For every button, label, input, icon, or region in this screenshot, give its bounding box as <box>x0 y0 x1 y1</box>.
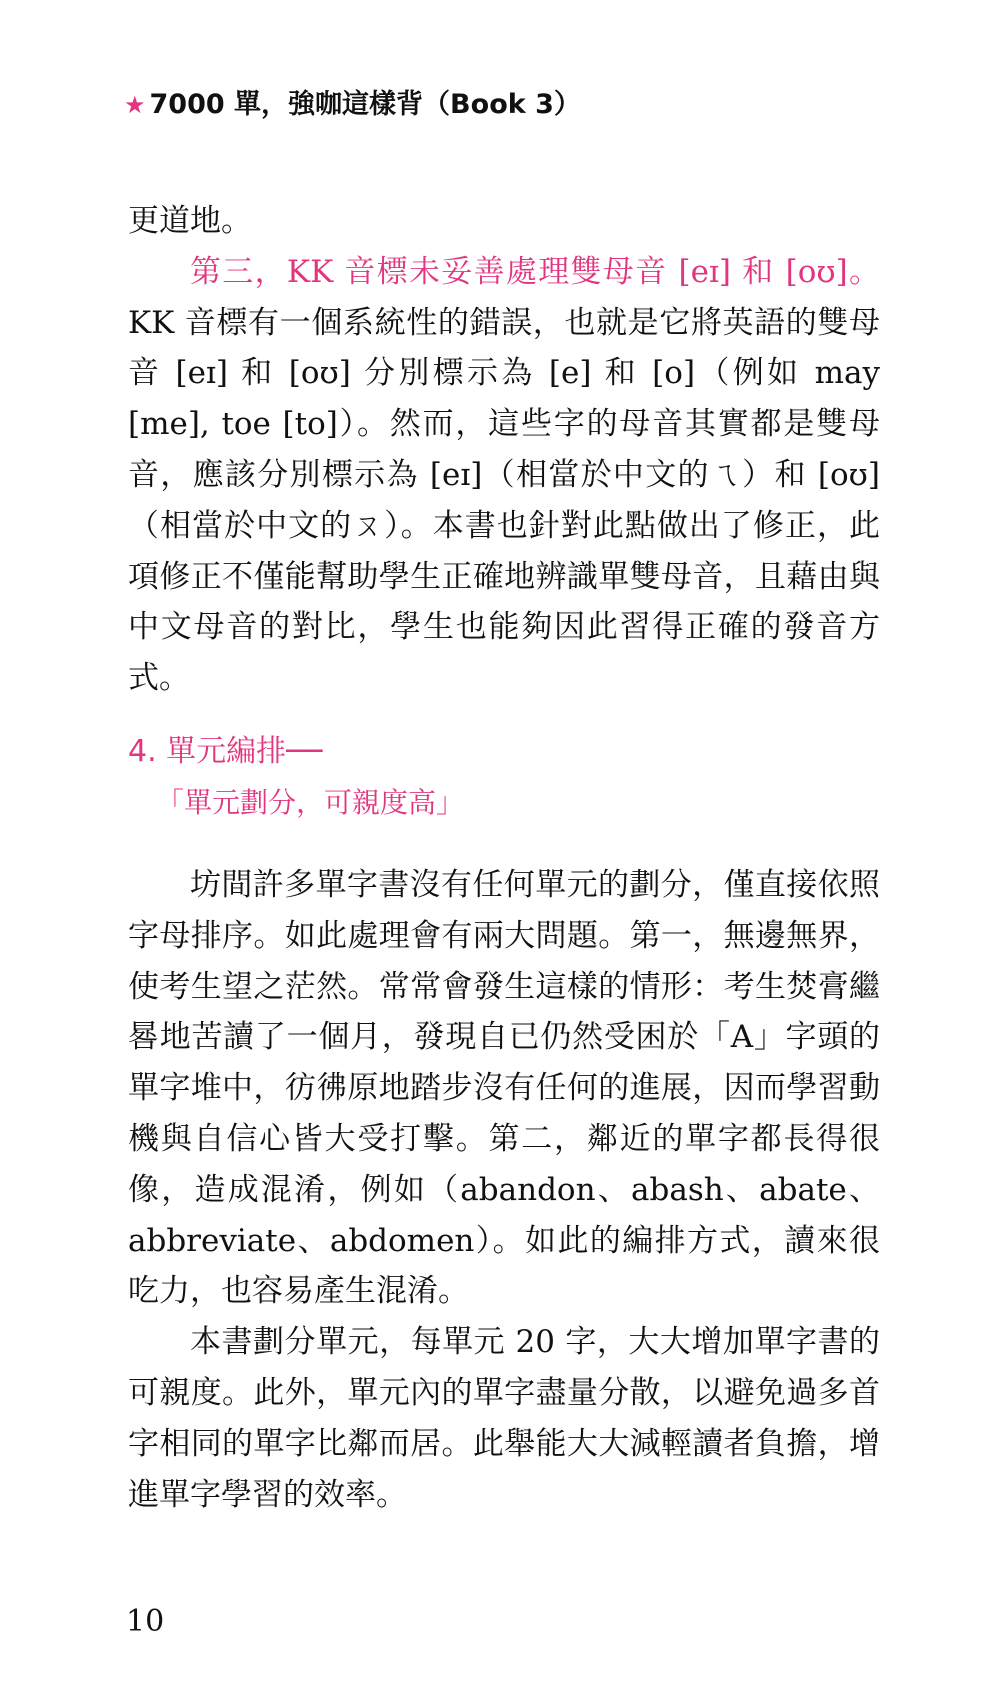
section-subheading: 「單元劃分，可親度高」 <box>156 786 465 819</box>
paragraph-unit-problems: 坊間許多單字書沒有任何單元的劃分，僅直接依照字母排序。如此處理會有兩大問題。第一，無邊無界，使考生望之茫然。常常會發生這樣的情形：考生焚膏繼晷地苦讀了一個月，發現自已仍然受困於「A」字頭的單字堆中，彷彿原地踏步沒有任何的進展，因而學習動機與自信心皆大受打擊。第二，鄰近的單字都長得很像，造成混淆，例如（abandon、abash、abate、abbreviate、abdomen）。如此的編排方式，讀來很吃力，也容易產生混淆。 <box>128 867 880 1310</box>
paragraph-unit-solution: 本書劃分單元，每單元 20 字，大大增加單字書的可親度。此外，單元內的單字盡量分散，以避免過多首字相同的單字比鄰而居。此舉能大大減輕讀者負擔，增進單字學習的效率。 <box>128 1324 880 1513</box>
body-text-block-1 <box>128 196 880 704</box>
star-icon: ★ <box>124 91 146 119</box>
point-three-highlight: 第三，KK 音標未妥善處理雙母音 [eɪ] 和 [oʊ]。 <box>190 253 880 290</box>
header-title: 7000 單，強咖這樣背（Book 3） <box>149 89 581 120</box>
paragraph-kk-body: KK 音標有一個系統性的錯誤，也就是它將英語的雙母音 [eɪ] 和 [oʊ] 分別標示為 [e] 和 [o]（例如 may [me], toe [to]）。然而，這些字的母音其實都是雙母音，應該分別標示為 [eɪ]（相當於中文的ㄟ）和 [oʊ]（相當於中文的ㄡ）。本書也針對此點做出了修正，此項修正不僅能幫助學生正確地辨識單雙母音，且藉由與中文母音的對比，學生也能夠因此習得正確的發音方式。 <box>128 304 880 697</box>
page-number: 10 <box>126 1604 165 1639</box>
body-text-block-2 <box>128 860 880 1520</box>
section-heading: 4. 單元編排── <box>128 734 323 769</box>
paragraph-continuation: 更道地。 <box>128 203 252 239</box>
paragraph-kk-diphthong <box>128 247 880 704</box>
running-header <box>124 82 581 121</box>
